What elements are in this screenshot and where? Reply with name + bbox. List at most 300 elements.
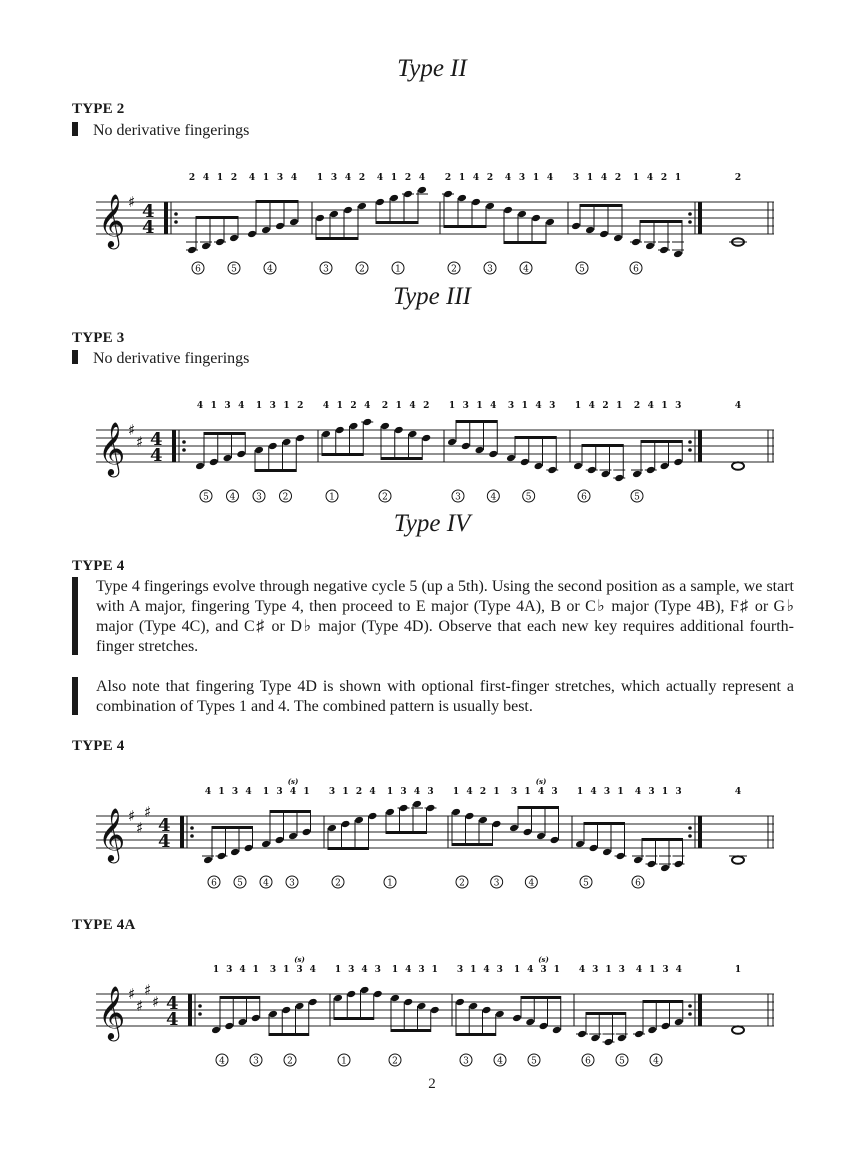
key-sharp: ♯ [136,819,144,837]
note-head [589,844,599,853]
fingering-number: 3 [592,965,599,975]
beam [269,1033,309,1036]
fingering-number: 4 [413,787,421,797]
note-head [187,246,197,255]
note-head [536,832,546,841]
note-head [492,820,502,829]
key-sharp: ♯ [136,997,144,1015]
staff-svg [96,162,786,282]
string-number: 3 [463,1056,469,1067]
note-head [343,206,353,215]
beam [580,204,622,207]
fingering-number: 2 [444,173,452,183]
note-head [534,462,544,471]
note-head [408,430,418,439]
staff-svg [96,776,786,896]
string-number: 2 [382,492,388,503]
note-head [224,1022,234,1031]
type-3-note [72,350,249,368]
fingering-number: 4 [376,173,384,183]
repeat-dot [688,220,692,224]
type-3-note-text: No derivative fingerings [93,350,250,367]
string-number: 5 [203,492,209,503]
string-number: 5 [531,1056,537,1067]
time-signature-digit: 4 [142,217,155,238]
note-head [375,198,385,207]
note-head [465,812,475,821]
fingering-number: 4 [409,401,416,411]
staff-type-4a [96,954,786,1074]
time-signature-digit: 4 [158,831,171,852]
note-head [430,1006,440,1015]
final-fingering: 1 [734,965,742,975]
note-head [523,828,533,837]
beam [381,457,422,460]
fingering-number: 1 [316,173,324,183]
note-head [389,194,399,203]
fingering-number: 2 [602,401,609,411]
fingering-number: 2 [350,401,357,411]
fingering-number: 4 [289,787,297,797]
note-head [426,804,436,813]
fingering-number: 3 [456,965,464,975]
beam [386,831,427,834]
note-head [633,856,643,865]
note-head [495,1010,505,1019]
type-2-note [72,122,249,140]
note-head [236,450,246,459]
note-head [587,466,597,475]
repeat-dot [688,448,692,452]
note-head [485,202,495,211]
fingering-number: 2 [660,173,668,183]
fingering-number: 4 [196,401,204,411]
beam [452,843,493,846]
note-head [368,812,378,821]
fingering-number: 1 [391,965,399,975]
note-head [268,442,278,451]
fingering-number: 4 [537,787,545,797]
note-head [399,804,409,813]
final-fingering: 4 [734,401,742,411]
fingering-number: 2 [614,173,622,183]
note-head [230,848,240,857]
string-number: 4 [528,878,535,889]
beam [196,216,238,219]
fingering-number: 4 [675,965,682,975]
note-head [275,836,285,845]
string-number: 4 [653,1056,659,1067]
note-head [281,1006,291,1015]
string-number: 6 [635,878,641,889]
beam [641,440,682,443]
fingering-number: 4 [646,173,654,183]
fingering-number: 1 [586,173,594,183]
staff-type-2 [96,162,786,282]
note-head [647,860,657,869]
string-number: 5 [525,492,532,503]
repeat-dot [688,1004,692,1008]
repeat-dot [198,1004,202,1008]
string-number: 4 [263,878,269,889]
note-head [468,1002,478,1011]
note-head [475,446,485,455]
beam [642,838,683,841]
note-head [613,234,623,243]
final-whole-note [732,462,744,470]
note-head [602,848,612,857]
fingering-number: 2 [297,401,304,411]
fingering-number: 3 [549,401,556,411]
string-number: 5 [237,878,243,889]
fingering-number: 4 [504,173,512,183]
type-iii-heading: Type III [393,283,471,310]
note-head [302,828,312,837]
fingering-number: 4 [647,401,654,411]
key-sharp: ♯ [128,193,136,211]
fingering-number: 3 [328,787,336,797]
fingering-number: 4 [535,401,542,411]
time-signature-digit: 4 [142,201,155,222]
string-number: 3 [487,264,493,275]
fingering-number: 1 [336,401,343,411]
string-number: 3 [289,878,295,889]
stretch-mark: (s) [287,777,299,786]
fingering-number: 3 [496,965,503,975]
fingering-number: 4 [578,965,586,975]
note-head [471,198,481,207]
note-head [251,1014,261,1023]
repeat-dot [198,1012,202,1016]
note-head [203,856,213,865]
margin-rule [72,577,78,655]
note-head [577,1030,587,1039]
note-head [229,234,239,243]
note-head [289,218,299,227]
note-head [614,474,624,483]
fingering-number: 1 [553,965,560,975]
staff-type-4 [96,776,786,896]
fingering-number: 4 [344,173,352,183]
type-4-paragraph-1 [72,577,794,657]
string-number: 2 [359,264,365,275]
repeat-thick-bar [164,202,168,234]
page-number: 2 [428,1076,436,1092]
string-number: 4 [497,1056,503,1067]
beam [204,432,245,435]
beam [643,1000,683,1003]
note-head [385,808,395,817]
fingering-number: 4 [245,787,252,797]
note-head [478,816,488,825]
string-number: 1 [341,1056,347,1067]
note-head [674,860,684,869]
note-head [321,430,331,439]
note-head [447,438,457,447]
treble-clef: 𝄞 [98,421,126,475]
staff-svg [96,390,786,510]
note-head [604,1038,614,1047]
fingering-number: 2 [381,401,389,411]
note-head [616,852,626,861]
beam [584,822,625,825]
string-number: 5 [583,878,589,889]
fingering-number: 3 [400,787,407,797]
note-head [547,466,557,475]
string-number: 3 [493,878,500,889]
fingering-number: 4 [248,173,256,183]
note-head [550,836,560,845]
note-head [531,214,541,223]
string-number: 4 [229,492,236,503]
string-number: 3 [455,492,461,503]
string-number: 2 [282,492,289,503]
fingering-number: 1 [576,787,584,797]
paragraph-1-text: Type 4 fingerings evolve through negative cycle 5 (up a 5th). Using the second position as a sample, we start with A major, fingering Type 4, then proceed to E major (Type 4A), B or C♭ major (Type 4B), F♯ or G♭ major (Type 4C), and C♯ or D♭ major (Type 4D). Observe that each new key requires additional fourth-finger stretches. [96,578,794,655]
note-head [512,1014,522,1023]
fingering-number: 3 [618,965,625,975]
note-head [201,242,211,251]
fingering-number: 3 [675,401,682,411]
fingering-number: 4 [472,173,480,183]
repeat-dot [688,826,692,830]
note-head [261,840,271,849]
string-number: 2 [392,1056,398,1067]
fingering-number: 4 [369,787,376,797]
fingering-number: 3 [572,173,580,183]
fingering-number: 4 [600,173,608,183]
fingering-number: 1 [390,173,398,183]
string-number: 2 [335,878,341,889]
note-head [517,210,527,219]
repeat-dot [688,1012,692,1016]
fingering-number: 1 [661,787,669,797]
note-head [288,832,298,841]
treble-clef: 𝄞 [98,193,126,247]
treble-clef: 𝄞 [98,985,126,1039]
fingering-number: 1 [334,965,342,975]
fingering-number: 1 [303,787,310,797]
fingering-number: 3 [540,965,547,975]
fingering-number: 4 [483,965,490,975]
note-head [360,986,370,995]
string-number: 5 [634,492,640,503]
fingering-number: 3 [276,787,283,797]
fingering-number: 2 [423,401,430,411]
fingering-number: 4 [290,173,298,183]
fingering-number: 3 [507,401,515,411]
note-head [346,990,356,999]
repeat-dot [182,448,186,452]
string-number: 6 [581,492,587,503]
type-2-note-text: No derivative fingerings [93,122,250,139]
beam [456,1033,496,1036]
fingering-number: 1 [574,401,582,411]
fingering-number: 1 [212,965,220,975]
note-head [354,816,364,825]
fingering-number: 1 [218,787,225,797]
note-head [195,462,205,471]
note-head [215,238,225,247]
note-head [590,1034,600,1043]
note-head [506,454,516,463]
fingering-number: 1 [262,173,270,183]
note-head [244,844,254,853]
repeat-thick-bar [698,816,702,848]
fingering-number: 1 [283,965,290,975]
string-number: 6 [585,1056,591,1067]
note-head [539,1022,549,1031]
fingering-number: 3 [269,965,277,975]
fingering-number: 2 [358,173,366,183]
fingering-number: 4 [202,173,210,183]
fingering-number: 4 [588,401,595,411]
note-head [461,442,471,451]
note-head [209,458,219,467]
fingering-number: 4 [238,401,245,411]
fingering-number: 2 [479,787,487,797]
repeat-dot [688,834,692,838]
key-sharp: ♯ [128,421,136,439]
note-head [380,422,390,431]
fingering-number: 1 [395,401,402,411]
fingering-number: 4 [322,401,330,411]
note-head [373,990,383,999]
fingering-number: 1 [458,173,466,183]
note-head [417,186,427,195]
key-sharp: ♯ [144,803,152,821]
fingering-number: 4 [546,173,554,183]
note-head [417,1002,427,1011]
stretch-mark: (s) [535,777,547,786]
time-signature-digit: 4 [150,445,163,466]
note-head [349,422,359,431]
repeat-dot [182,440,186,444]
note-head [333,994,343,1003]
fingering-number: 4 [204,787,212,797]
note-head [573,462,583,471]
note-head [661,1022,671,1031]
string-number: 2 [287,1056,293,1067]
fingering-number: 3 [224,401,231,411]
note-head [443,190,453,199]
key-sharp: ♯ [144,981,152,999]
fingering-number: 3 [551,787,558,797]
fingering-number: 3 [603,787,611,797]
note-head [362,418,372,427]
type-4a-label: TYPE 4A [72,917,136,933]
note-head [520,458,530,467]
fingering-number: 4 [239,965,246,975]
fingering-number: 1 [448,401,456,411]
fingering-number: 1 [616,401,623,411]
note-head [275,222,285,231]
note-head [457,194,467,203]
note-head [247,230,257,239]
note-head [488,450,498,459]
fingering-number: 1 [452,787,460,797]
fingering-number: 2 [188,173,196,183]
final-fingering: 2 [734,173,742,183]
beam [582,444,623,447]
note-head [575,840,585,849]
type-iv-heading: Type IV [393,510,471,537]
margin-bar [72,122,78,136]
repeat-thick-bar [698,202,702,234]
beam [220,996,260,999]
note-head [525,1018,535,1027]
fingering-number: 1 [674,173,682,183]
note-head [295,1002,305,1011]
string-number: 4 [523,264,529,275]
fingering-number: 1 [216,173,224,183]
type-4-paragraph-2 [72,677,794,717]
fingering-number: 1 [617,787,624,797]
note-head [421,434,431,443]
string-number: 5 [619,1056,625,1067]
fingering-number: 4 [527,965,534,975]
beam [322,453,363,456]
repeat-dot [174,220,178,224]
repeat-dot [190,826,194,830]
treble-clef: 𝄞 [98,807,126,861]
fingering-number: 3 [269,401,276,411]
string-number: 2 [451,264,457,275]
fingering-number: 3 [662,965,669,975]
fingering-number: 4 [466,787,473,797]
string-number: 4 [490,492,497,503]
beam [334,1017,374,1020]
repeat-thick-bar [172,430,176,462]
key-sharp: ♯ [128,807,136,825]
beam [255,469,296,472]
key-sharp: ♯ [128,985,136,1003]
time-signature-digit: 4 [150,429,163,450]
beam [256,200,298,203]
note-head [261,226,271,235]
note-head [673,458,683,467]
beam [328,847,369,850]
note-head [357,202,367,211]
string-number: 4 [267,264,273,275]
note-head [412,800,422,809]
key-sharp: ♯ [152,993,160,1011]
fingering-number: 3 [330,173,338,183]
fingering-number: 1 [493,787,500,797]
fingering-number: 3 [462,401,469,411]
final-whole-note [732,1026,744,1034]
note-head [455,998,465,1007]
note-head [217,852,227,861]
fingering-number: 4 [590,787,597,797]
fingering-number: 1 [521,401,528,411]
key-sharp: ♯ [136,433,144,451]
fingering-number: 1 [210,401,217,411]
note-head [341,820,351,829]
note-head [552,1026,562,1035]
type-ii-heading: Type II [397,55,467,82]
string-number: 1 [387,878,393,889]
fingering-number: 4 [405,965,412,975]
type-2-label: TYPE 2 [72,101,125,117]
fingering-number: 1 [476,401,483,411]
note-head [599,230,609,239]
fingering-number: 1 [342,787,349,797]
fingering-number: 3 [427,787,434,797]
fingering-number: 1 [283,401,290,411]
paragraph-2-text: Also note that fingering Type 4D is shown with optional first-finger stretches, which actually represent a combination of Types 1 and 4. The combined pattern is usually best. [96,678,794,715]
repeat-dot [174,212,178,216]
